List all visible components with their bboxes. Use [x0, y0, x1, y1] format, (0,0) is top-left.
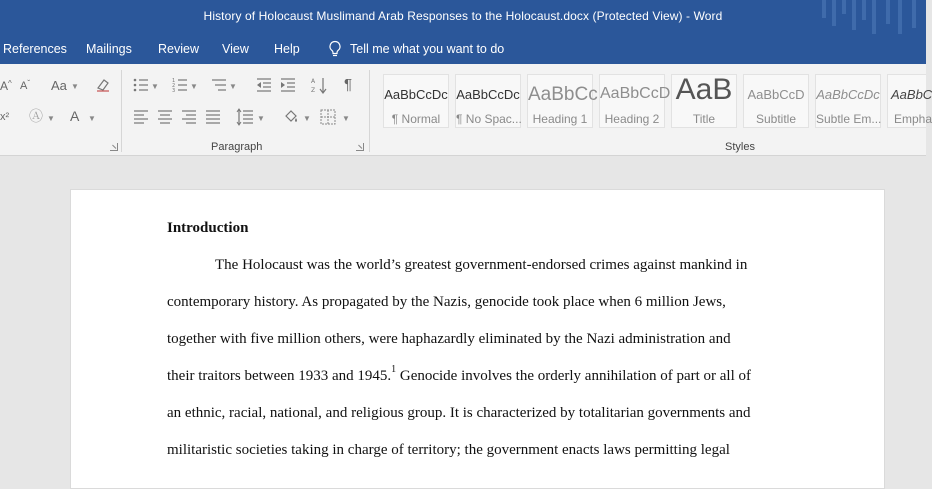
tab-review[interactable]: Review [158, 42, 199, 56]
chevron-down-icon[interactable]: ▼ [342, 114, 350, 123]
tab-view[interactable]: View [222, 42, 249, 56]
svg-text:3: 3 [172, 88, 176, 94]
style-sample: AaBbCcDc [456, 87, 520, 102]
style-name: Heading 2 [604, 112, 660, 126]
paragraph-dialog-launcher-icon[interactable] [356, 143, 364, 151]
svg-text:A: A [311, 78, 316, 85]
style-sample: AaBbCcD [747, 87, 805, 102]
ribbon-tabs [0, 34, 926, 64]
style-name: Title [692, 112, 716, 126]
tell-me-box[interactable] [328, 40, 504, 58]
style-title[interactable] [671, 74, 737, 128]
justify-icon[interactable] [205, 110, 221, 124]
style-sample: AaBbCc [528, 84, 598, 105]
doc-line: The Holocaust was the world’s greatest government-endorsed crimes against mankind in [215, 257, 748, 273]
pilcrow-icon[interactable]: ¶ [344, 76, 353, 93]
doc-line [167, 364, 807, 405]
tab-mailings[interactable]: Mailings [86, 42, 132, 56]
multilevel-list-icon[interactable] [211, 78, 227, 92]
chevron-down-icon[interactable]: ▼ [151, 82, 159, 91]
chevron-down-icon[interactable]: ▼ [47, 114, 55, 123]
shrink-font-icon[interactable]: $A^ˇ$ [20, 79, 31, 92]
change-case-icon[interactable]: Aa [51, 78, 67, 93]
style-name: Subtitle [755, 112, 797, 126]
font-color-icon[interactable]: A [70, 108, 80, 124]
style-sample: AaBbCcDc [816, 87, 880, 102]
doc-heading: Introduction [167, 220, 249, 236]
align-left-icon[interactable] [133, 110, 149, 124]
style-heading-2[interactable] [599, 74, 671, 128]
tab-references[interactable]: References [3, 42, 67, 56]
clear-formatting-icon[interactable] [95, 77, 111, 93]
window-title: History of Holocaust Muslimand Arab Responses to the Holocaust.docx (Protected View) - Word [203, 9, 723, 23]
style-sample: AaBbC [891, 87, 932, 102]
chevron-down-icon[interactable]: ▼ [88, 114, 96, 123]
decrease-indent-icon[interactable] [256, 78, 272, 92]
style-normal[interactable] [383, 74, 449, 128]
style-no-spacing[interactable] [455, 74, 521, 128]
style-name: ¶ No Spac... [456, 112, 522, 126]
style-sample: AaBbCcDc [384, 87, 448, 102]
paragraph-group-label: Paragraph [211, 141, 263, 153]
chevron-down-icon[interactable]: ▼ [303, 114, 311, 123]
doc-line: contemporary history. As propagated by the Nazis, genocide took place when 6 million Jews, [167, 294, 726, 310]
align-center-icon[interactable] [157, 110, 173, 124]
svg-text:Z: Z [311, 87, 316, 94]
svg-text:1: 1 [172, 78, 176, 84]
shading-icon[interactable] [282, 108, 300, 126]
doc-line: together with five million others, were haphazardly eliminated by the Nazi administration and [167, 331, 731, 347]
font-dialog-launcher-icon[interactable] [110, 143, 118, 151]
lightbulb-icon [328, 40, 342, 58]
style-heading-1[interactable] [527, 74, 598, 128]
style-name: Heading 1 [532, 112, 588, 126]
style-subtitle[interactable] [743, 74, 809, 128]
style-emphasis[interactable] [887, 74, 932, 128]
text-effects-icon[interactable]: Ⓐ [29, 108, 43, 124]
style-sample: AaB [675, 73, 733, 106]
align-right-icon[interactable] [181, 110, 197, 124]
bullets-icon[interactable] [133, 78, 149, 92]
doc-line-text: their traitors between 1933 and 1945. [167, 368, 392, 384]
style-subtle-emphasis[interactable] [815, 74, 881, 128]
superscript-icon[interactable]: x² [0, 111, 10, 123]
tell-me-label: Tell me what you want to do [350, 42, 505, 56]
svg-text:2: 2 [172, 83, 176, 89]
document-page[interactable] [70, 189, 885, 489]
doc-line: an ethnic, racial, national, and religious group. It is characterized by totalitarian governments and [167, 405, 751, 421]
document-body[interactable] [167, 220, 807, 479]
group-separator [369, 70, 370, 152]
title-bar [0, 0, 926, 34]
tab-help[interactable]: Help [274, 42, 300, 56]
ribbon [0, 64, 932, 156]
styles-group-label: Styles [725, 141, 755, 153]
grow-font-icon[interactable]: A^ [0, 79, 12, 93]
style-sample: AaBbCcD [600, 85, 671, 102]
style-name: ¶ Normal [391, 112, 441, 126]
group-separator [121, 70, 122, 152]
line-spacing-icon[interactable] [236, 108, 254, 126]
title-bar-decoration [816, 0, 926, 34]
doc-line: militaristic societies taking in charge of territory; the government enacts laws permitting legal [167, 442, 730, 458]
footnote-reference[interactable]: 1 [391, 364, 397, 375]
style-name: Empha [894, 112, 932, 126]
chevron-down-icon[interactable]: ▼ [190, 82, 198, 91]
chevron-down-icon[interactable]: ▼ [257, 114, 265, 123]
borders-icon[interactable] [320, 109, 336, 125]
sort-icon[interactable] [311, 76, 327, 94]
increase-indent-icon[interactable] [280, 78, 296, 92]
chevron-down-icon[interactable]: ▼ [229, 82, 237, 91]
doc-line-text: Genocide involves the orderly annihilation of part or all of [396, 368, 752, 384]
style-name: Subtle Em... [816, 112, 882, 126]
numbering-icon[interactable] [172, 78, 188, 92]
chevron-down-icon[interactable]: ▼ [71, 82, 79, 91]
